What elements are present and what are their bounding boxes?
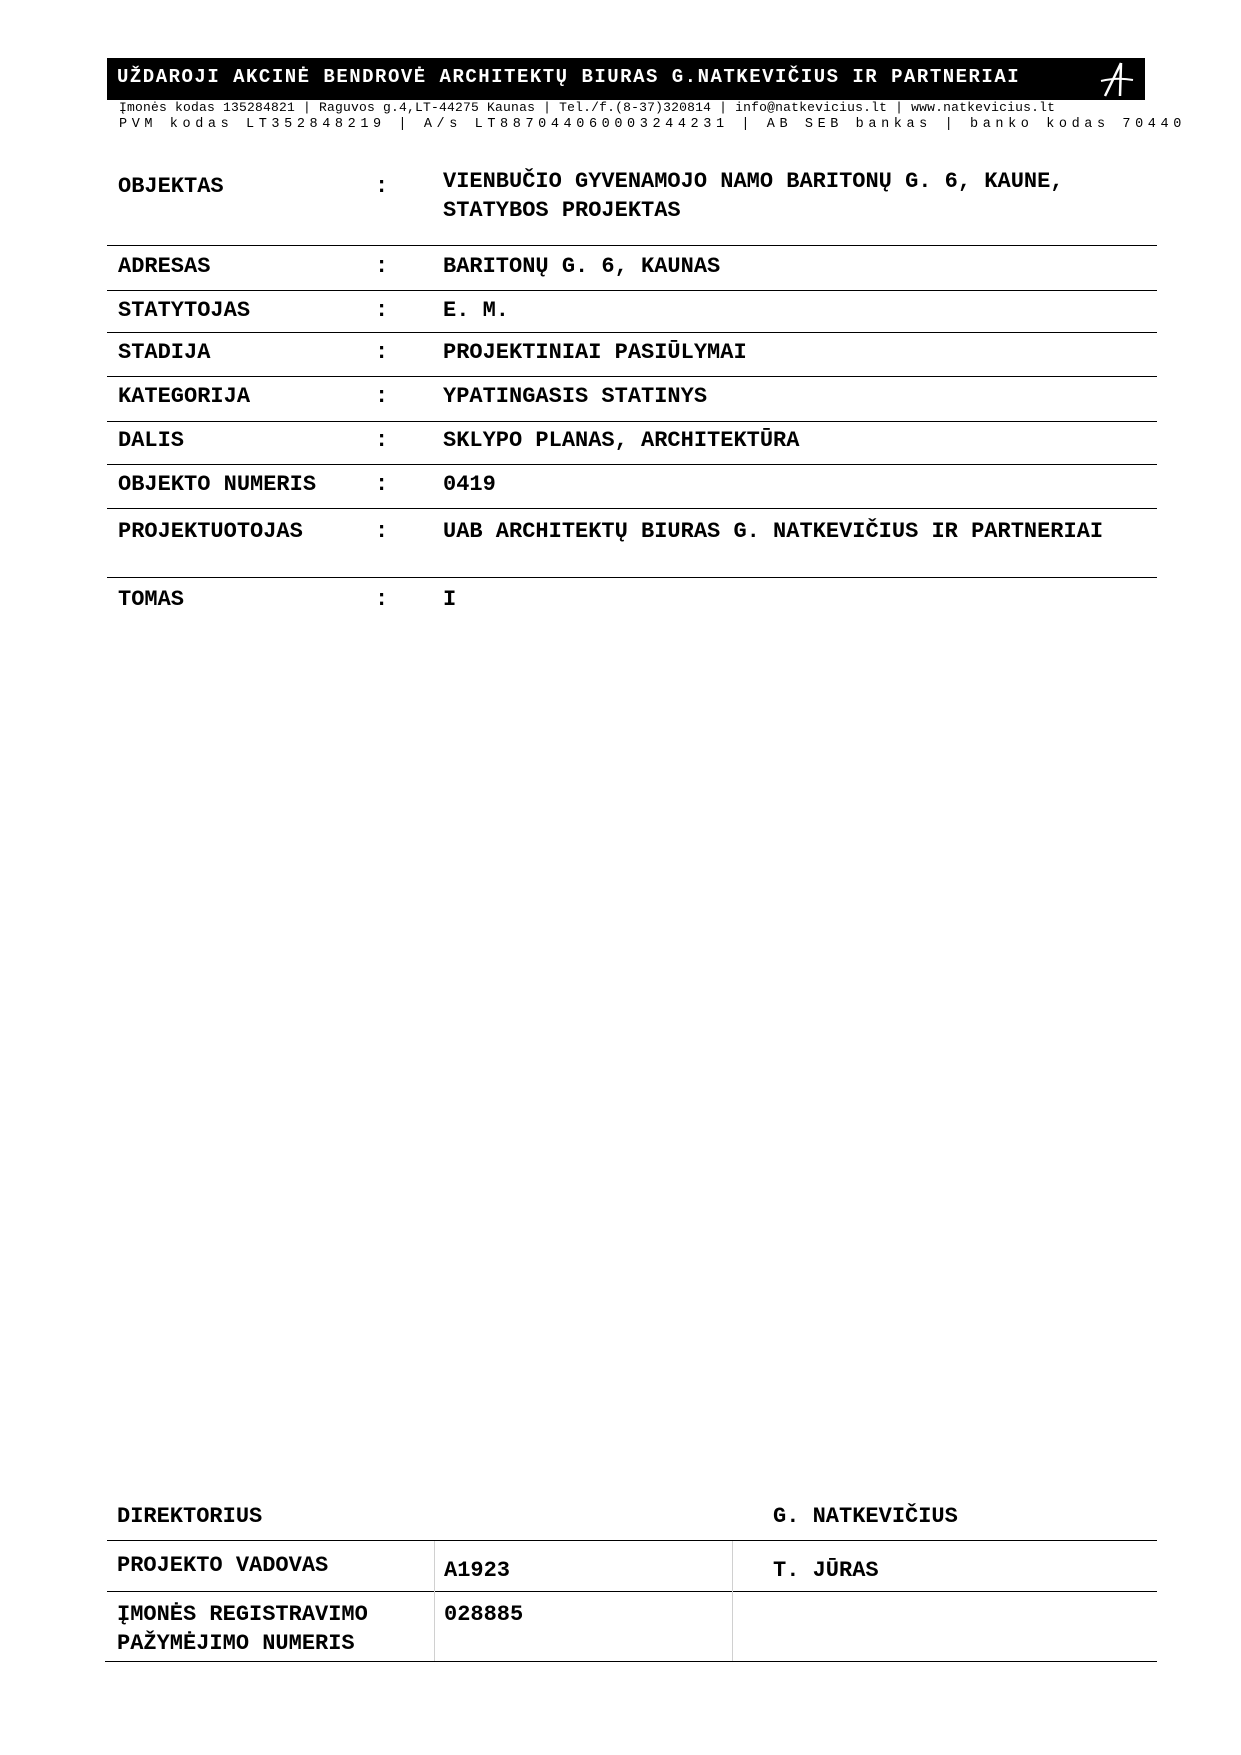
column-divider [732,1541,733,1661]
divider [107,290,1157,291]
contact-line: Įmonės kodas 135284821 | Raguvos g.4,LT-44275 Kaunas | Tel./f.(8-37)320814 | info@natkevicius.lt | www.natkevicius.lt [119,100,1056,115]
director-name: G. NATKEVIČIUS [773,1504,958,1529]
row-colon: : [375,519,389,544]
row-label: KATEGORIJA [118,384,251,409]
divider [107,1591,1157,1592]
row-value: YPATINGASIS STATINYS [443,384,708,409]
row-colon: : [375,472,389,497]
row-value: UAB ARCHITEKTŲ BIURAS G. NATKEVIČIUS IR PARTNERIAI [443,519,1104,544]
row-label: TOMAS [118,587,185,612]
company-banner [107,58,1145,100]
director-label: DIREKTORIUS [117,1504,263,1529]
row-colon: : [375,428,389,453]
registration-label-line2: PAŽYMĖJIMO NUMERIS [117,1631,355,1656]
row-label: ADRESAS [118,254,211,279]
row-value: VIENBUČIO GYVENAMOJO NAMO BARITONŲ G. 6, KAUNE, STATYBOS PROJEKTAS [443,169,1064,223]
row-value: E. M. [443,298,510,323]
row-value: I [443,587,457,612]
divider [107,464,1157,465]
row-colon: : [375,254,389,279]
divider [107,1540,1157,1541]
row-label: STATYTOJAS [118,298,251,323]
row-value: SKLYPO PLANAS, ARCHITEKTŪRA [443,428,800,453]
project-manager-name: T. JŪRAS [773,1558,879,1583]
row-value: 0419 [443,472,496,497]
row-colon: : [375,298,389,323]
column-divider [434,1541,435,1661]
project-manager-label: PROJEKTO VADOVAS [117,1553,329,1578]
divider [107,376,1157,377]
project-manager-code: A1923 [444,1558,511,1583]
registration-number: 028885 [444,1602,524,1627]
divider [107,421,1157,422]
row-colon: : [375,340,389,365]
company-logo-icon [1099,60,1135,98]
divider [107,332,1157,333]
row-colon: : [375,174,389,199]
row-label: STADIJA [118,340,211,365]
row-value: PROJEKTINIAI PASIŪLYMAI [443,340,747,365]
row-colon: : [375,384,389,409]
divider [105,1661,1157,1662]
bank-line: PVM kodas LT352848219 | A/s LT887044060003244231 | AB SEB bankas | banko kodas 70440 [119,117,1186,132]
row-label: OBJEKTAS [118,174,224,199]
divider [107,577,1157,578]
company-name: UŽDAROJI AKCINĖ BENDROVĖ ARCHITEKTŲ BIURAS G.NATKEVIČIUS IR PARTNERIAI [117,66,1021,88]
row-value: BARITONŲ G. 6, KAUNAS [443,254,721,279]
registration-label-line1: ĮMONĖS REGISTRAVIMO [117,1602,368,1627]
row-label: OBJEKTO NUMERIS [118,472,317,497]
divider [107,508,1157,509]
divider [107,245,1157,246]
row-label: PROJEKTUOTOJAS [118,519,303,544]
row-colon: : [375,587,389,612]
row-label: DALIS [118,428,185,453]
